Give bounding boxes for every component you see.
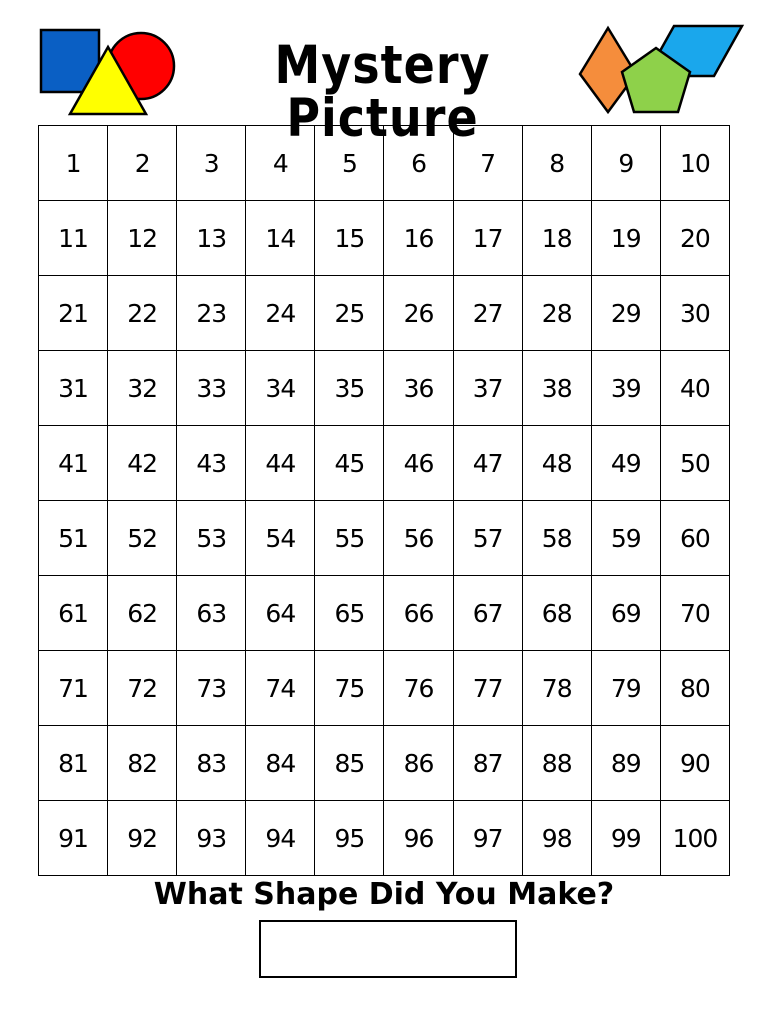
grid-cell[interactable]: 22 [108, 276, 177, 351]
grid-cell[interactable]: 80 [660, 651, 729, 726]
grid-cell[interactable]: 6 [384, 126, 453, 201]
grid-cell[interactable]: 5 [315, 126, 384, 201]
grid-cell[interactable]: 49 [591, 426, 660, 501]
grid-cell[interactable]: 39 [591, 351, 660, 426]
grid-cell[interactable]: 48 [522, 426, 591, 501]
grid-cell[interactable]: 32 [108, 351, 177, 426]
grid-cell[interactable]: 24 [246, 276, 315, 351]
answer-box[interactable] [259, 920, 517, 978]
grid-cell[interactable]: 74 [246, 651, 315, 726]
grid-cell[interactable]: 68 [522, 576, 591, 651]
grid-cell[interactable]: 82 [108, 726, 177, 801]
grid-cell[interactable]: 9 [591, 126, 660, 201]
grid-cell[interactable]: 20 [660, 201, 729, 276]
grid-cell[interactable]: 58 [522, 501, 591, 576]
grid-row [39, 576, 730, 651]
grid-cell[interactable]: 54 [246, 501, 315, 576]
grid-cell[interactable]: 45 [315, 426, 384, 501]
grid-cell[interactable]: 85 [315, 726, 384, 801]
grid-cell[interactable]: 53 [177, 501, 246, 576]
grid-cell[interactable]: 21 [39, 276, 108, 351]
grid-cell[interactable]: 27 [453, 276, 522, 351]
grid-cell[interactable]: 86 [384, 726, 453, 801]
grid-cell[interactable]: 3 [177, 126, 246, 201]
grid-cell[interactable]: 81 [39, 726, 108, 801]
grid-cell[interactable]: 72 [108, 651, 177, 726]
grid-cell[interactable]: 95 [315, 801, 384, 876]
grid-cell[interactable]: 84 [246, 726, 315, 801]
grid-cell[interactable]: 52 [108, 501, 177, 576]
question-text: What Shape Did You Make? [153, 877, 615, 912]
grid-cell[interactable]: 57 [453, 501, 522, 576]
grid-cell[interactable]: 77 [453, 651, 522, 726]
grid-cell[interactable]: 56 [384, 501, 453, 576]
grid-cell[interactable]: 17 [453, 201, 522, 276]
grid-cell[interactable]: 76 [384, 651, 453, 726]
grid-cell[interactable]: 47 [453, 426, 522, 501]
grid-cell[interactable]: 97 [453, 801, 522, 876]
grid-row [39, 501, 730, 576]
grid-cell[interactable]: 67 [453, 576, 522, 651]
grid-row [39, 201, 730, 276]
grid-cell[interactable]: 29 [591, 276, 660, 351]
grid-row [39, 426, 730, 501]
grid-cell[interactable]: 36 [384, 351, 453, 426]
grid-cell[interactable]: 50 [660, 426, 729, 501]
grid-cell[interactable]: 64 [246, 576, 315, 651]
grid-cell[interactable]: 96 [384, 801, 453, 876]
grid-cell[interactable]: 30 [660, 276, 729, 351]
grid-cell[interactable]: 65 [315, 576, 384, 651]
grid-cell[interactable]: 99 [591, 801, 660, 876]
grid-cell[interactable]: 37 [453, 351, 522, 426]
grid-cell[interactable]: 44 [246, 426, 315, 501]
grid-cell[interactable]: 42 [108, 426, 177, 501]
grid-cell[interactable]: 63 [177, 576, 246, 651]
grid-row [39, 126, 730, 201]
grid-cell[interactable]: 16 [384, 201, 453, 276]
grid-cell[interactable]: 10 [660, 126, 729, 201]
grid-cell[interactable]: 11 [39, 201, 108, 276]
grid-row [39, 726, 730, 801]
grid-row [39, 276, 730, 351]
grid-cell[interactable]: 35 [315, 351, 384, 426]
grid-cell[interactable]: 40 [660, 351, 729, 426]
grid-row [39, 801, 730, 876]
grid-cell[interactable]: 98 [522, 801, 591, 876]
grid-cell[interactable]: 8 [522, 126, 591, 201]
grid-cell[interactable]: 55 [315, 501, 384, 576]
grid-cell[interactable]: 90 [660, 726, 729, 801]
grid-cell[interactable]: 94 [246, 801, 315, 876]
grid-cell[interactable]: 4 [246, 126, 315, 201]
grid-cell[interactable]: 41 [39, 426, 108, 501]
grid-cell[interactable]: 70 [660, 576, 729, 651]
grid-cell[interactable]: 100 [660, 801, 729, 876]
grid-cell[interactable]: 60 [660, 501, 729, 576]
grid-cell[interactable]: 73 [177, 651, 246, 726]
grid-cell[interactable]: 12 [108, 201, 177, 276]
grid-cell[interactable]: 43 [177, 426, 246, 501]
grid-cell[interactable]: 88 [522, 726, 591, 801]
grid-cell[interactable]: 13 [177, 201, 246, 276]
grid-cell[interactable]: 31 [39, 351, 108, 426]
grid-cell[interactable]: 89 [591, 726, 660, 801]
grid-cell[interactable]: 38 [522, 351, 591, 426]
grid-cell[interactable]: 26 [384, 276, 453, 351]
grid-cell[interactable]: 15 [315, 201, 384, 276]
grid-cell[interactable]: 28 [522, 276, 591, 351]
grid-cell[interactable]: 69 [591, 576, 660, 651]
grid-cell[interactable]: 62 [108, 576, 177, 651]
shapes-left-decoration [38, 28, 183, 118]
grid-row [39, 351, 730, 426]
grid-cell[interactable]: 33 [177, 351, 246, 426]
grid-cell[interactable]: 25 [315, 276, 384, 351]
grid-row [39, 651, 730, 726]
grid-cell[interactable]: 93 [177, 801, 246, 876]
grid-cell[interactable]: 71 [39, 651, 108, 726]
grid-cell[interactable]: 51 [39, 501, 108, 576]
grid-cell[interactable]: 19 [591, 201, 660, 276]
grid-cell[interactable]: 75 [315, 651, 384, 726]
page-title: Mystery Picture [274, 33, 491, 149]
grid-cell[interactable]: 2 [108, 126, 177, 201]
grid-cell[interactable]: 61 [39, 576, 108, 651]
grid-cell[interactable]: 34 [246, 351, 315, 426]
grid-cell[interactable]: 91 [39, 801, 108, 876]
grid-cell[interactable]: 23 [177, 276, 246, 351]
grid-cell[interactable]: 46 [384, 426, 453, 501]
grid-cell[interactable]: 83 [177, 726, 246, 801]
grid-cell[interactable]: 14 [246, 201, 315, 276]
grid-cell[interactable]: 1 [39, 126, 108, 201]
grid-cell[interactable]: 66 [384, 576, 453, 651]
grid-cell[interactable]: 87 [453, 726, 522, 801]
grid-cell[interactable]: 18 [522, 201, 591, 276]
hundreds-chart [38, 125, 730, 876]
grid-cell[interactable]: 59 [591, 501, 660, 576]
header [0, 0, 768, 149]
grid-cell[interactable]: 79 [591, 651, 660, 726]
shapes-right-decoration [576, 18, 746, 118]
grid-cell[interactable]: 78 [522, 651, 591, 726]
grid-cell[interactable]: 92 [108, 801, 177, 876]
grid-cell[interactable]: 7 [453, 126, 522, 201]
